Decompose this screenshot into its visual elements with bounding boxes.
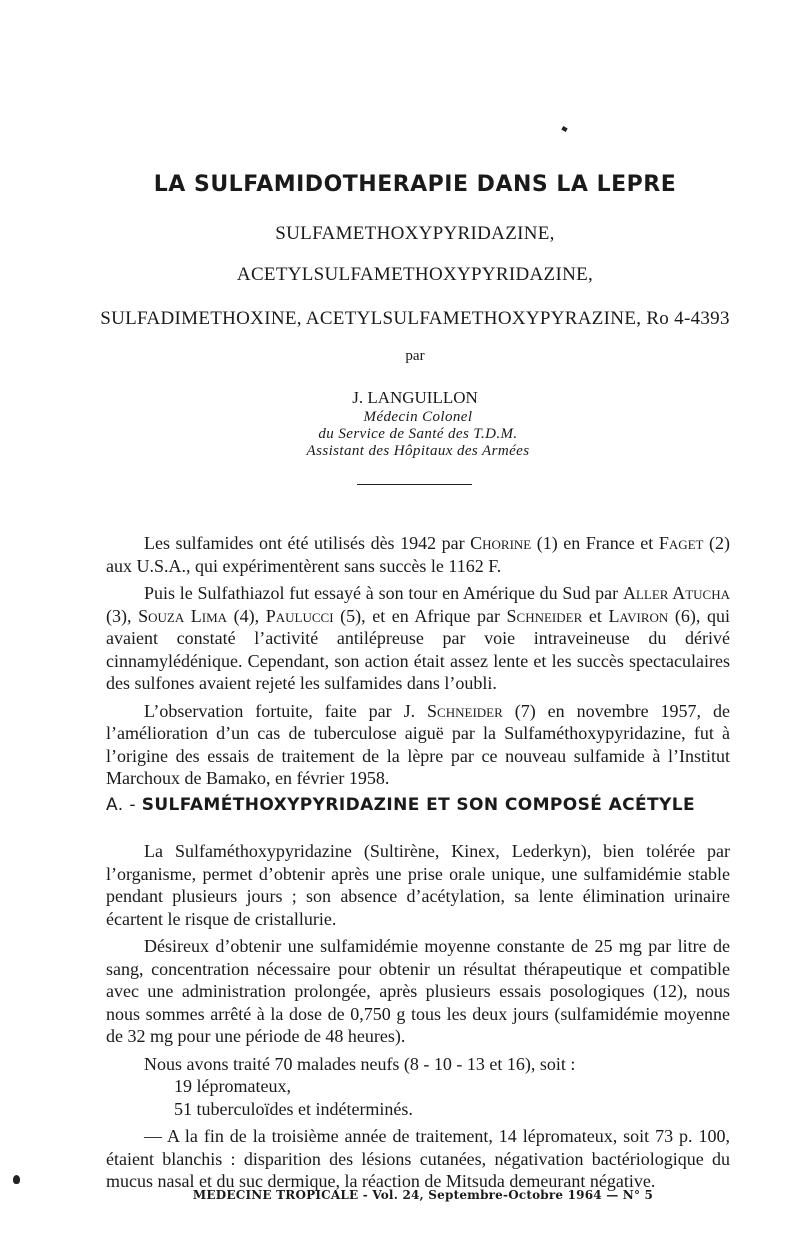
author-ref: Schneider	[427, 700, 503, 721]
author-ref: Laviron	[608, 605, 669, 626]
print-speck	[13, 1175, 20, 1184]
section-number: A. -	[106, 795, 142, 815]
subtitle-line-3: SULFADIMETHOXINE, ACETYLSULFAMETHOXYPYRAZINE, Ro 4-4393	[100, 308, 730, 329]
intro-text	[106, 532, 730, 795]
section-a-paragraph-3: Nous avons traité 70 malades neufs (8 - 10 - 13 et 16), soit :	[144, 1053, 576, 1074]
author-ref: Souza Lima	[138, 605, 228, 626]
author-ref: Paulucci	[265, 605, 334, 626]
section-a-paragraph-1: La Sulfaméthoxypyridazine (Sultirène, Kinex, Lederkyn), bien tolérée par l’organisme, permet d’obtenir après une prise orale unique, une sulfamidémie stable pendant plusieurs jours ; son absence d’acétylation, sa lente élimination urinaire écartent le risque de cristallurie.	[106, 841, 730, 929]
author-ref: Chorine	[470, 533, 532, 553]
intro-paragraph-1: Les sulfamides ont été utilisés dès 1942 par Chorine (1) en France et Faget (2) aux U.S.A., qui expérimentèrent sans succès le 1162 F.	[106, 533, 730, 576]
section-title: SULFAMÉTHOXYPYRIDAZINE ET SON COMPOSÉ ACÉTYLE	[141, 795, 695, 815]
page-footer: MEDECINE TROPICALE - Vol. 24, Septembre-Octobre 1964 — N° 5	[192, 1188, 654, 1202]
section-a-paragraph-2: Désireux d’obtenir une sulfamidémie moyenne constante de 25 mg par litre de sang, concentration nécessaire pour obtenir un résultat thérapeutique et compatible avec une administration prolongée, après plusieurs essais posologiques (12), nous nous sommes arrêté à la dose de 0,750 g tous les deux jours (sulfamidémie moyenne de 32 mg pour une période de 48 heures).	[106, 936, 730, 1046]
by-label: par	[405, 348, 425, 364]
subtitle-line-1: SULFAMETHOXYPYRIDAZINE,	[275, 223, 555, 244]
author-ref: Aller Atucha	[622, 583, 730, 603]
section-a-text	[106, 840, 730, 1198]
intro-paragraph-2: Puis le Sulfathiazol fut essayé à son tour en Amérique du Sud par Aller Atucha (3), Souza Lima (4), Paulucci (5), et en Afrique par Schneider et Laviron (6), qui avaient constaté l’activité antilépreuse par voie intraveineuse du dérivé cinnamylédénique. Cependant, son action était assez lente et les succès spectaculaires des sulfones avaient rejeté les sulfamides dans l’oubli.	[106, 583, 730, 693]
separator-rule	[357, 484, 472, 485]
section-heading-a	[106, 795, 695, 815]
affiliation-line-2: du Service de Santé des T.D.M.	[318, 426, 518, 442]
list-item: 51 tuberculoïdes et indéterminés.	[174, 1098, 413, 1119]
author-ref: Schneider	[506, 605, 583, 626]
list-item: 19 lépromateux,	[174, 1076, 291, 1096]
paper-title: LA SULFAMIDOTHERAPIE DANS LA LEPRE	[153, 172, 677, 197]
affiliation-line-3: Assistant des Hôpitaux des Armées	[306, 443, 530, 459]
affiliation-line-1: Médecin Colonel	[363, 409, 473, 425]
author-name: J. LANGUILLON	[352, 388, 478, 407]
author-ref: Faget	[658, 533, 704, 553]
section-a-paragraph-4: — A la fin de la troisième année de traitement, 14 lépromateux, soit 73 p. 100, étaient blanchis : disparition des lésions cutanées, négativation bactériologique du mucus nasal et du suc dermique, la réaction de Mitsuda demeurant négative.	[106, 1126, 730, 1191]
subtitle-line-2: ACETYLSULFAMETHOXYPYRIDAZINE,	[236, 264, 594, 285]
print-speck	[561, 126, 567, 132]
intro-paragraph-3: L’observation fortuite, faite par J. Schneider (7) en novembre 1957, de l’amélioration d’un cas de tuberculose aiguë par la Sulfaméthoxypyridazine, fut à l’origine des essais de traitement de la lèpre par ce nouveau sulfamide à l’Institut Marchoux de Bamako, en février 1958.	[106, 700, 730, 788]
